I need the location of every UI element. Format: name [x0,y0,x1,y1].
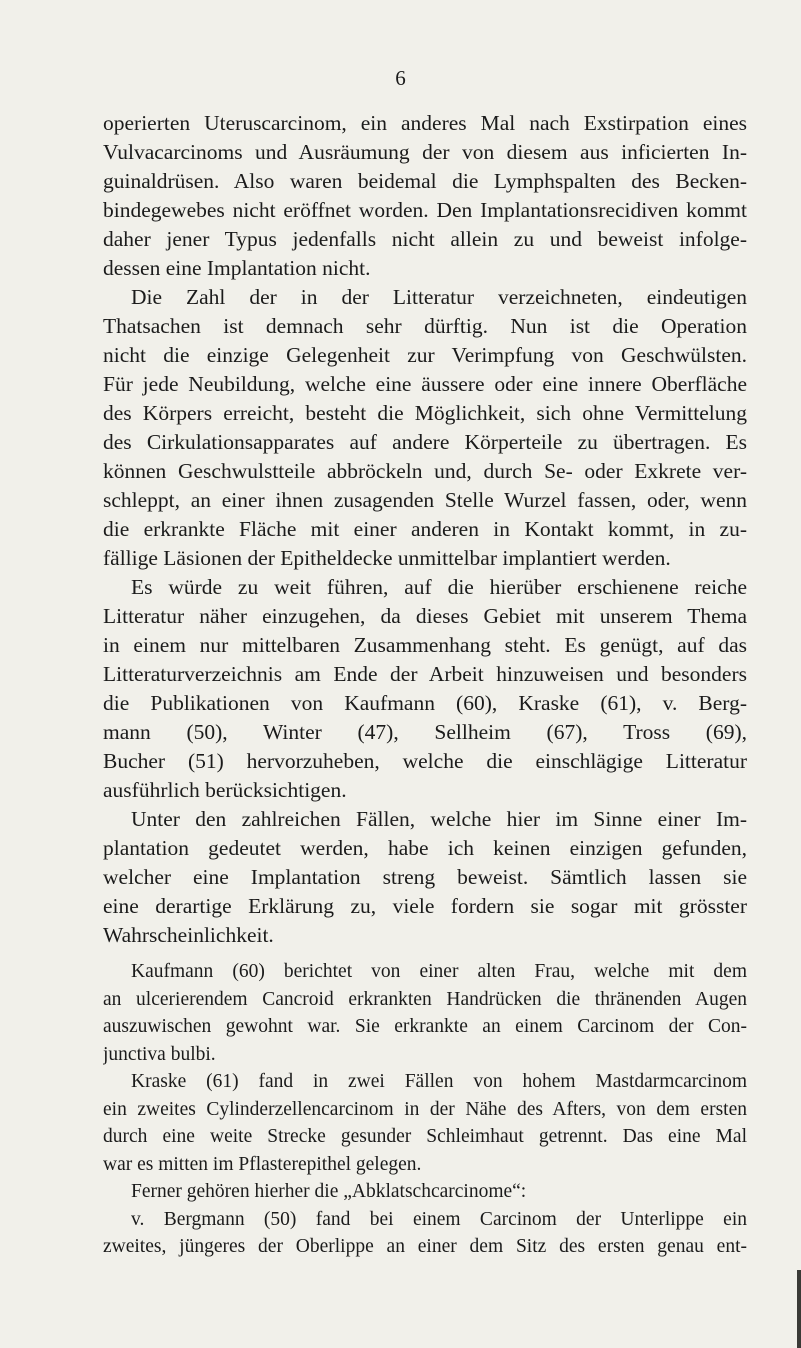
small-text-line: v. Bergmann (50) fand bei einem Carcinom der Unterlippe ein [131,1208,747,1230]
text-line: daher jener Typus jedenfalls nicht allein zu und beweist infolge- [103,227,747,251]
text-line: Vulvacarcinoms und Ausräumung der von diesem aus inficierten In- [103,140,747,164]
body-text [103,109,747,1261]
text-line: eine derartige Erklärung zu, viele fordern sie sogar mit grösster [103,894,747,918]
text-line: des Körpers erreicht, besteht die Möglichkeit, sich ohne Vermittelung [103,401,747,425]
text-line: bindegewebes nicht eröffnet worden. Den Implantationsrecidiven kommt [103,198,747,222]
text-line: die Publikationen von Kaufmann (60), Kraske (61), v. Berg- [103,691,747,715]
small-text-line: Kaufmann (60) berichtet von einer alten Frau, welche mit dem [131,961,747,982]
page-number: 6 [395,66,406,90]
text-line: plantation gedeutet werden, habe ich keinen einzigen gefunden, [103,836,747,860]
text-line: operierten Uteruscarcinom, ein anderes Mal nach Exstirpation eines [103,111,747,135]
page-edge-shadow [797,1270,801,1348]
small-text-line: durch eine weite Strecke gesunder Schleimhaut getrennt. Das eine Mal [103,1126,747,1147]
text-line: welcher eine Implantation streng beweist. Sämtlich lassen sie [103,865,747,889]
text-line: Litteraturverzeichnis am Ende der Arbeit hinzuweisen und besonders [103,662,747,686]
text-line: die erkrankte Fläche mit einer anderen in Kontakt kommt, in zu- [103,517,747,541]
text-line: guinaldrüsen. Also waren beidemal die Lymphspalten des Becken- [103,169,747,193]
text-line: in einem nur mittelbaren Zusammenhang steht. Es genügt, auf das [103,633,747,657]
text-line: Wahrscheinlichkeit. [103,923,274,947]
text-line: Unter den zahlreichen Fällen, welche hier im Sinne einer Im- [131,807,747,831]
small-text-line: ein zweites Cylinderzellencarcinom in der Nähe des Afters, von dem ersten [103,1098,747,1120]
text-line: Thatsachen ist demnach sehr dürftig. Nun ist die Operation [103,314,747,338]
text-line: Bucher (51) hervorzuheben, welche die einschlägige Litteratur [103,749,747,773]
text-line: Litteratur näher einzugehen, da dieses Gebiet mit unserem Thema [103,604,747,628]
case-reports [103,958,747,1261]
small-text-line: Kraske (61) fand in zwei Fällen von hohem Mastdarmcarcinom [131,1071,747,1092]
small-text-line: war es mitten im Pflasterepithel gelegen. [103,1153,422,1175]
text-line: ausführlich berücksichtigen. [103,778,347,802]
small-text-line: zweites, jüngeres der Oberlippe an einer dem Sitz des ersten genau ent- [103,1236,747,1257]
small-text-line: junctiva bulbi. [103,1043,216,1065]
text-line: Die Zahl der in der Litteratur verzeichneten, eindeutigen [131,285,747,309]
text-line: nicht die einzige Gelegenheit zur Verimpfung von Geschwülsten. [103,343,747,367]
text-line: Für jede Neubildung, welche eine äussere oder eine innere Oberfläche [103,372,747,396]
small-text-line: auszuwischen gewohnt war. Sie erkrankte an einem Carcinom der Con- [103,1016,747,1037]
text-line: dessen eine Implantation nicht. [103,256,371,280]
small-text-line: Ferner gehören hierher die „Abklatschcarcinome“: [131,1181,527,1202]
text-line: des Cirkulationsapparates auf andere Körperteile zu übertragen. Es [103,430,747,454]
text-line: schleppt, an einer ihnen zusagenden Stelle Wurzel fassen, oder, wenn [103,488,747,512]
text-line: mann (50), Winter (47), Sellheim (67), Tross (69), [103,720,747,744]
text-line: können Geschwulstteile abbröckeln und, durch Se- oder Exkrete ver- [103,459,747,483]
text-line: Es würde zu weit führen, auf die hierüber erschienene reiche [131,575,747,599]
small-text-line: an ulcerierendem Cancroid erkrankten Handrücken die thränenden Augen [103,988,747,1010]
text-line: fällige Läsionen der Epitheldecke unmittelbar implantiert werden. [103,546,671,570]
